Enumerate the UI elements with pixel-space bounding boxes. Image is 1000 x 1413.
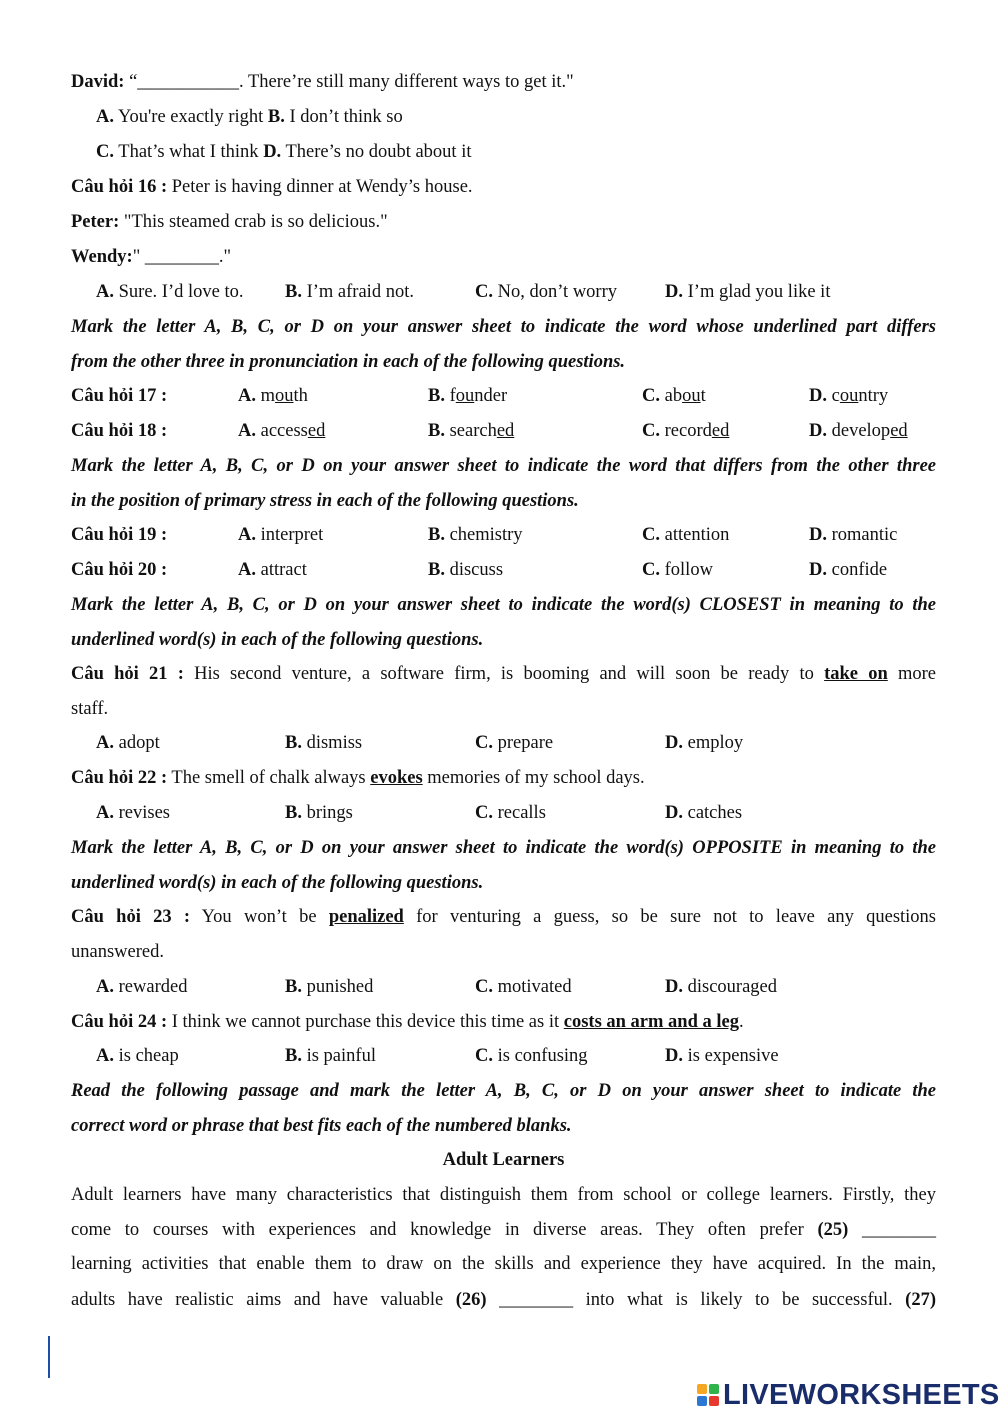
passage-title: Adult Learners xyxy=(442,1150,565,1170)
liveworksheets-logo xyxy=(697,1378,1000,1412)
q17-option-d[interactable]: D. country xyxy=(809,386,889,406)
q22-option-d[interactable]: D. catches xyxy=(665,803,743,823)
dialogue-text: "This steamed crab is so delicious." xyxy=(119,212,388,232)
instruction-passage-line-1: Read the following passage and mark the letter A, B, C, or D on your answer sheet to indicate the xyxy=(71,1081,936,1101)
instruction-opposite-line-2: underlined word(s) in each of the following questions. xyxy=(71,873,484,893)
q15-options-row-1 xyxy=(96,105,403,129)
q17-option-a[interactable]: A. mouth xyxy=(238,386,308,406)
blank-26[interactable]: ________ into what is likely to be successful. xyxy=(486,1290,906,1310)
q16-option-d[interactable]: D. I’m glad you like it xyxy=(665,282,831,302)
instruction-pronunciation-line-2: from the other three in pronunciation in each of the following questions. xyxy=(71,352,626,372)
q22-prompt: Câu hỏi 22 : The smell of chalk always evokes memories of my school days. xyxy=(71,768,645,788)
q20-option-a[interactable]: A. attract xyxy=(238,560,307,580)
question-label: Câu hỏi 17 : xyxy=(71,386,168,406)
q15-option-c[interactable]: C. That’s what I think xyxy=(96,142,259,162)
q21-option-d[interactable]: D. employ xyxy=(665,733,744,753)
q24-options-row xyxy=(71,1044,936,1068)
q16-dialogue-peter xyxy=(71,210,388,234)
q20-option-d[interactable]: D. confide xyxy=(809,560,888,580)
q21-prompt: Câu hỏi 21 : His second venture, a software firm, is booming and will soon be ready to take on more xyxy=(71,664,937,684)
instruction-stress-line-2: in the position of primary stress in each of the following questions. xyxy=(71,491,579,511)
q17-option-b[interactable]: B. founder xyxy=(428,386,508,406)
question-label: Câu hỏi 22 : xyxy=(71,768,168,788)
q19-option-b[interactable]: B. chemistry xyxy=(428,525,523,545)
q16-prompt xyxy=(71,175,473,199)
q20-row xyxy=(71,558,936,582)
q21-prompt-cont: staff. xyxy=(71,699,109,719)
q17-row xyxy=(71,384,936,408)
q23-option-b[interactable]: B. punished xyxy=(285,977,374,997)
q18-row xyxy=(71,419,936,443)
q23-prompt: Câu hỏi 23 : You won’t be penalized for venturing a guess, so be sure not to leave any questions xyxy=(71,907,936,927)
q16-options-row xyxy=(71,280,936,304)
q16-dialogue-wendy xyxy=(71,245,231,269)
q20-option-c[interactable]: C. follow xyxy=(642,560,713,580)
q21-option-b[interactable]: B. dismiss xyxy=(285,733,363,753)
q24-option-b[interactable]: B. is painful xyxy=(285,1046,376,1066)
question-label: Câu hỏi 19 : xyxy=(71,525,168,545)
q19-option-c[interactable]: C. attention xyxy=(642,525,730,545)
instruction-passage-line-2: correct word or phrase that best fits each of the numbered blanks. xyxy=(71,1116,572,1136)
logo-grid-icon xyxy=(697,1384,719,1406)
passage-line-1: Adult learners have many characteristics that distinguish them from school or college learners. Firstly, they xyxy=(71,1185,936,1205)
dialogue-text: “___________. There’re still many different ways to get it." xyxy=(124,72,574,92)
q23-option-a[interactable]: A. rewarded xyxy=(96,977,188,997)
passage-line-2: come to courses with experiences and knowledge in diverse areas. They often prefer (25) ________ xyxy=(71,1220,937,1240)
speaker-label: Peter: xyxy=(71,212,120,232)
question-label: Câu hỏi 18 : xyxy=(71,421,168,441)
question-label: Câu hỏi 21 : xyxy=(71,664,184,684)
passage-line-3: learning activities that enable them to draw on the skills and experience they have acquired. In the main, xyxy=(71,1254,936,1274)
speaker-label: Wendy: xyxy=(71,247,133,267)
instruction-closest-line-2: underlined word(s) in each of the following questions. xyxy=(71,630,484,650)
q22-options-row xyxy=(71,801,936,825)
q24-option-a[interactable]: A. is cheap xyxy=(96,1046,179,1066)
question-label: Câu hỏi 16 : xyxy=(71,177,168,197)
text-cursor xyxy=(48,1336,50,1378)
question-label: Câu hỏi 24 : xyxy=(71,1012,168,1032)
question-label: Câu hỏi 20 : xyxy=(71,560,168,580)
q22-option-a[interactable]: A. revises xyxy=(96,803,170,823)
q24-prompt: Câu hỏi 24 : I think we cannot purchase this device this time as it costs an arm and a leg. xyxy=(71,1012,744,1032)
q23-option-d[interactable]: D. discouraged xyxy=(665,977,778,997)
question-text: Peter is having dinner at Wendy’s house. xyxy=(167,177,473,197)
q23-prompt-cont: unanswered. xyxy=(71,942,164,962)
q18-option-c[interactable]: C. recorded xyxy=(642,421,730,441)
q19-row xyxy=(71,523,936,547)
q17-option-c[interactable]: C. about xyxy=(642,386,706,406)
underlined-phrase: evokes xyxy=(370,768,423,788)
q24-option-c[interactable]: C. is confusing xyxy=(475,1046,588,1066)
q22-option-b[interactable]: B. brings xyxy=(285,803,353,823)
q18-option-a[interactable]: A. accessed xyxy=(238,421,326,441)
question-label: Câu hỏi 23 : xyxy=(71,907,191,927)
q21-options-row xyxy=(71,731,936,755)
q24-option-d[interactable]: D. is expensive xyxy=(665,1046,779,1066)
q15-option-b[interactable]: B. I don’t think so xyxy=(267,107,403,127)
q19-option-a[interactable]: A. interpret xyxy=(238,525,324,545)
instruction-stress-line-1: Mark the letter A, B, C, or D on your answer sheet to indicate the word that differs from the other three xyxy=(71,456,936,476)
passage-line-4: adults have realistic aims and have valuable (26) ________ into what is likely to be successful. (27) xyxy=(71,1290,936,1310)
underlined-phrase: costs an arm and a leg xyxy=(563,1012,739,1032)
q15-dialogue-david xyxy=(71,70,574,94)
instruction-pronunciation-line-1: Mark the letter A, B, C, or D on your answer sheet to indicate the word whose underlined part differs xyxy=(71,317,936,337)
blank-number-25: (25) xyxy=(817,1220,849,1240)
instruction-opposite-line-1: Mark the letter A, B, C, or D on your answer sheet to indicate the word(s) OPPOSITE in meaning to the xyxy=(71,838,936,858)
q16-option-b[interactable]: B. I’m afraid not. xyxy=(285,282,414,302)
q15-option-a[interactable]: A. You're exactly right xyxy=(96,107,264,127)
q23-option-c[interactable]: C. motivated xyxy=(475,977,572,997)
blank-number-27: (27) xyxy=(905,1290,936,1310)
q21-option-a[interactable]: A. adopt xyxy=(96,733,160,753)
instruction-closest-line-1: Mark the letter A, B, C, or D on your answer sheet to indicate the word(s) CLOSEST in meaning to the xyxy=(71,595,936,615)
speaker-label: David: xyxy=(71,72,125,92)
underlined-phrase: penalized xyxy=(328,907,404,927)
q20-option-b[interactable]: B. discuss xyxy=(428,560,504,580)
q18-option-d[interactable]: D. developed xyxy=(809,421,908,441)
q16-option-a[interactable]: A. Sure. I’d love to. xyxy=(96,282,244,302)
q15-option-d[interactable]: D. There’s no doubt about it xyxy=(263,142,472,162)
q23-options-row xyxy=(71,975,936,999)
q21-option-c[interactable]: C. prepare xyxy=(475,733,554,753)
logo-text: LIVEWORKSHEETS xyxy=(723,1378,1000,1411)
q15-options-row-2 xyxy=(96,140,471,164)
blank-25[interactable]: ________ xyxy=(848,1220,937,1240)
dialogue-blank: " ________." xyxy=(132,247,232,267)
blank-number-26: (26) xyxy=(455,1290,487,1310)
underlined-phrase: take on xyxy=(824,664,888,684)
q16-option-c[interactable]: C. No, don’t worry xyxy=(475,282,618,302)
q18-option-b[interactable]: B. searched xyxy=(428,421,515,441)
q22-option-c[interactable]: C. recalls xyxy=(475,803,546,823)
q19-option-d[interactable]: D. romantic xyxy=(809,525,898,545)
